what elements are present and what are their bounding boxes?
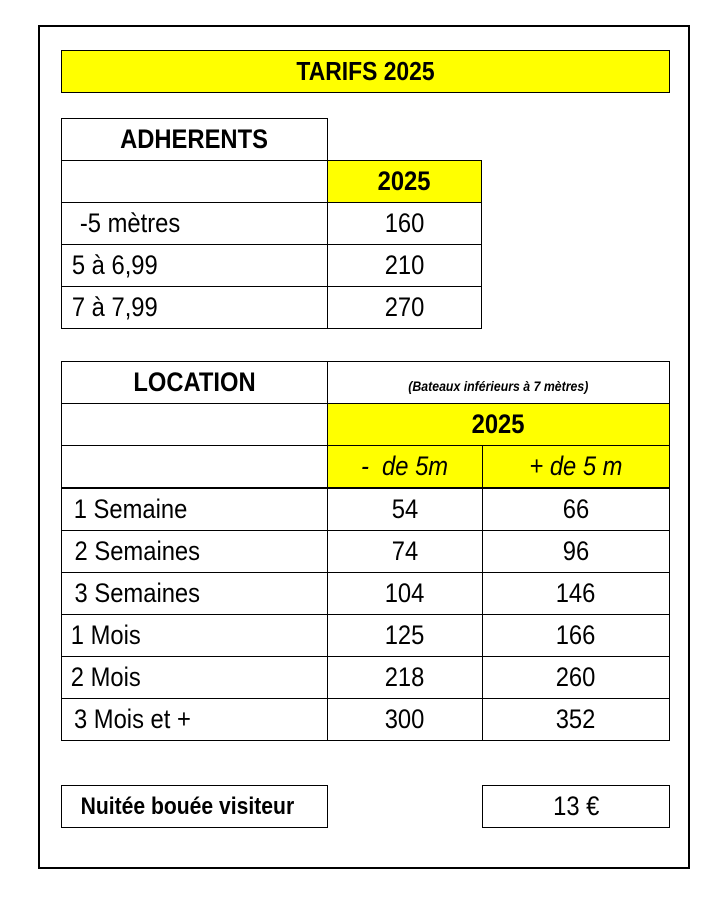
location-year-header xyxy=(327,403,670,446)
adherents-row-value-text: 160 xyxy=(384,208,425,238)
location-blank-subheader xyxy=(61,445,328,488)
visitor-price xyxy=(482,785,670,828)
location-row-label xyxy=(61,656,328,699)
location-row-value-b-text: 146 xyxy=(556,578,596,608)
visitor-label-text: Nuitée bouée visiteur xyxy=(80,792,295,820)
location-note-text: (Bateaux inférieurs à 7 mètres) xyxy=(408,377,589,394)
adherents-row-label xyxy=(61,244,328,287)
location-row-value-a xyxy=(327,530,483,573)
location-row-label xyxy=(61,488,328,531)
location-row-value-a-text: 125 xyxy=(385,620,425,650)
adherents-blank-header xyxy=(61,160,328,203)
adherents-heading xyxy=(61,118,328,161)
location-row-value-a xyxy=(327,656,483,699)
location-row-label-text: 2 Semaines xyxy=(74,536,201,566)
adherents-row-label xyxy=(61,202,328,245)
location-row-label-text: 1 Mois xyxy=(70,620,141,650)
location-year-text: 2025 xyxy=(472,409,525,439)
location-row-value-a-text: 54 xyxy=(391,494,419,524)
location-row-value-b-text: 352 xyxy=(556,704,596,734)
adherents-row-label xyxy=(61,286,328,329)
location-row-value-b-text: 66 xyxy=(562,494,590,524)
location-row-value-a xyxy=(327,488,483,531)
location-row-value-b-text: 260 xyxy=(556,662,596,692)
location-note xyxy=(327,361,670,404)
page-title-text: TARIFS 2025 xyxy=(296,56,435,86)
location-row-value-a xyxy=(327,614,483,657)
adherents-year-text: 2025 xyxy=(378,166,431,196)
location-row-label-text: 3 Semaines xyxy=(74,578,201,608)
location-heading xyxy=(61,361,328,404)
location-row-value-a-text: 218 xyxy=(385,662,425,692)
location-row-label xyxy=(61,572,328,615)
location-row-value-a-text: 104 xyxy=(385,578,425,608)
adherents-row-label-text: 5 à 6,99 xyxy=(71,250,158,280)
location-row-label-text: 1 Semaine xyxy=(73,494,188,524)
adherents-row-value-text: 210 xyxy=(384,250,425,280)
location-row-value-b xyxy=(482,488,670,531)
location-row-value-b-text: 96 xyxy=(562,536,590,566)
location-row-label-text: 3 Mois et + xyxy=(73,704,191,734)
location-col2-text: + de 5 m xyxy=(529,451,623,481)
location-row-value-a-text: 74 xyxy=(391,536,419,566)
location-row-value-a-text: 300 xyxy=(385,704,425,734)
location-blank-header xyxy=(61,403,328,446)
location-row-label xyxy=(61,614,328,657)
adherents-row-label-text: 7 à 7,99 xyxy=(71,292,158,322)
location-row-value-b xyxy=(482,572,670,615)
location-col1-header xyxy=(327,445,483,488)
adherents-heading-text: ADHERENTS xyxy=(120,124,269,154)
location-heading-text: LOCATION xyxy=(133,367,256,397)
adherents-row-value xyxy=(327,286,482,329)
location-col1-text: - de 5m xyxy=(361,451,449,481)
location-row-value-b xyxy=(482,698,670,741)
visitor-label xyxy=(61,785,328,828)
location-row-label-text: 2 Mois xyxy=(70,662,141,692)
adherents-year-header xyxy=(327,160,482,203)
adherents-row-value-text: 270 xyxy=(384,292,425,322)
adherents-row-label-text: -5 mètres xyxy=(73,208,181,238)
location-row-value-a xyxy=(327,698,483,741)
location-col2-header xyxy=(482,445,670,488)
visitor-price-text: 13 € xyxy=(552,791,600,821)
location-row-value-b xyxy=(482,656,670,699)
location-row-value-b-text: 166 xyxy=(556,620,596,650)
location-row-label xyxy=(61,698,328,741)
adherents-row-value xyxy=(327,202,482,245)
location-row-value-b xyxy=(482,614,670,657)
location-row-value-a xyxy=(327,572,483,615)
page-title xyxy=(61,50,670,93)
adherents-row-value xyxy=(327,244,482,287)
location-row-value-b xyxy=(482,530,670,573)
location-row-label xyxy=(61,530,328,573)
